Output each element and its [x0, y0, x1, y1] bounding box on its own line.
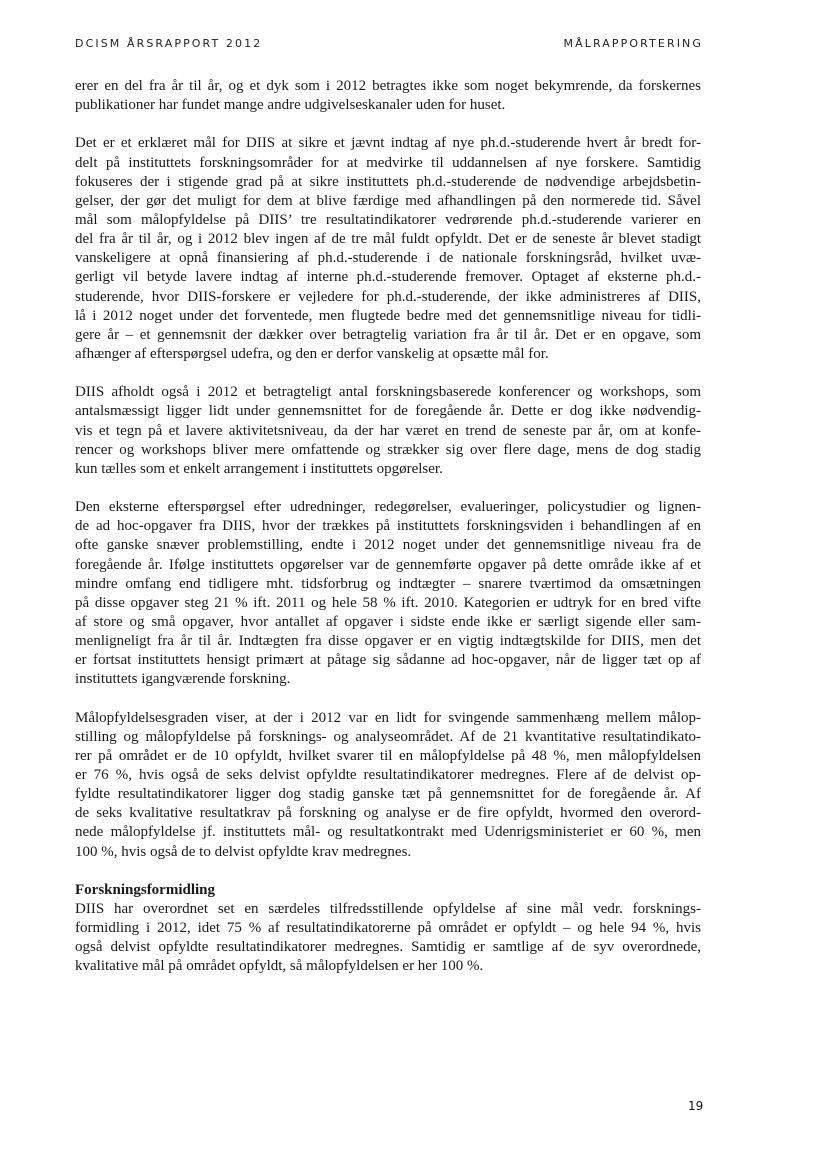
paragraph — [75, 900, 701, 977]
text-line: af store og små opgaver, hvor antallet af opgaver i sidste ende ikke er særligt sigende eller sam- — [75, 613, 701, 630]
text-line: erer en del fra år til år, og et dyk som i 2012 betragtes ikke som noget bekymrende, da forskernes — [75, 78, 701, 94]
text-line: del fra år til år, og i 2012 blev ingen af de tre mål fuldt opfyldt. Det er de seneste år blevet stadigt — [75, 231, 701, 248]
text-line: delt på instituttets forskningsområder for at medvirke til uddannelsen af nye forskere. Samtidig — [75, 154, 701, 171]
text-line: kun tælles som et enkelt arrangement i instituttets opgørelser. — [75, 460, 443, 477]
text-line: er fortsat instituttets hensigt primært at påtage sig sådanne ad hoc-opgaver, når de ligger tæt op af — [75, 652, 701, 669]
text-line: på disse opgaver steg 21 % ift. 2011 og hele 58 % ift. 2010. Kategorien er udtryk for en bred vifte — [75, 594, 701, 611]
text-line: rencer og workshops bliver mere omfattende og strækker sig over flere dage, mens de dog stadig — [75, 441, 701, 458]
text-line: vis et tegn på et lavere aktivitetsniveau, da der har været en trend de seneste par år, om at konfe- — [75, 422, 701, 439]
paragraph — [75, 77, 701, 115]
text-line: også delvist opfyldte resultatindikatorer medregnes. Samtidig er samtlige af de syv overordnede, — [75, 939, 701, 956]
text-line: studerende, hvor DIIS-forskere er vejledere for ph.d.-studerende, der ikke administreres af DIIS, — [75, 288, 701, 305]
page-number: 19 — [688, 1099, 704, 1113]
text-line: publikationer har fundet mange andre udgivelseskanaler uden for huset. — [75, 97, 506, 114]
text-line: Målopfyldelsesgraden viser, at der i 2012 var en lidt for svingende sammenhæng mellem målop- — [75, 709, 701, 726]
text-line: lå i 2012 noget under det forventede, men flugtede bedre med det gennemsnitlige niveau for tidli- — [75, 307, 701, 324]
text-line: 100 %, hvis også de to delvist opfyldte krav medregnes. — [75, 843, 412, 860]
text-line: instituttets igangværende forskning. — [75, 671, 291, 688]
text-line: vanskeligere at opnå finansiering af ph.d.-studerende i de nationale forskningsråd, hvilket uvæ- — [75, 250, 701, 267]
text-line: gerligt vil betyde lavere indtag af interne ph.d.-studerende fremover. Optaget af eksterne ph.d.- — [75, 269, 701, 286]
text-line: er 76 %, hvis også de seks delvist opfyldte resultatindikatorer medregnes. Flere af de delvist op- — [75, 767, 701, 784]
text-line: fokuseres der i stigende grad på at sikre instituttets ph.d.-studerende de nødvendige arbejdsbetin- — [75, 173, 701, 190]
text-line: menligneligt fra år til år. Indtægten fra disse opgaver er en vigtig indtægtskilde for DIIS, men det — [75, 633, 701, 650]
text-line: afhænger af efterspørgsel udefra, og den er derfor vanskelig at opsætte mål for. — [75, 345, 549, 362]
running-header — [75, 37, 701, 53]
text-line: gere år – et gennemsnit der dækker over betragtelig variation fra år til år. Det er en opgave, som — [75, 326, 701, 343]
text-line: DIIS afholdt også i 2012 et betragteligt antal forskningsbaserede konferencer og workshops, som — [75, 384, 701, 401]
text-line: foregående år. Ifølge instituttets opgørelser var de gennemførte opgaver på dette område ikke af et — [75, 556, 701, 573]
header-section-title: MÅLRAPPORTERING — [563, 37, 703, 50]
text-line: Den eksterne efterspørgsel efter udredninger, redegørelser, evalueringer, policystudier og lignen- — [75, 499, 701, 516]
text-line: de seks kvalitative resultatkrav på forskning og analyse er de fire opfyldt, hvormed den overord- — [75, 805, 701, 822]
text-line: mål som målopfyldelse på DIIS’ tre resultatindikatorer vedrørende ph.d.-studerende varierer en — [75, 211, 701, 228]
paragraph — [75, 498, 701, 689]
text-line: mindre omfang end tidligere mht. tidsforbrug og indtægter – snarere tværtimod da omsætningen — [75, 575, 701, 592]
text-line: ofte ganske snæver problemstilling, endte i 2012 noget under det gennemsnitlige niveau fra de — [75, 537, 701, 554]
text-line: Det er et erklæret mål for DIIS at sikre et jævnt indtag af nye ph.d.-studerende hvert år bredt for- — [75, 135, 701, 152]
text-line: fyldte resultatindikatorer ligger dog stadig ganske tæt på gennemsnittet for de foregående år. Af — [75, 786, 701, 803]
text-line: DIIS har overordnet set en særdeles tilfredsstillende opfyldelse af sine mål vedr. forsknings- — [75, 901, 701, 918]
section-heading: Forskningsformidling — [75, 881, 216, 898]
text-line: de ad hoc-opgaver fra DIIS, hvor der trækkes på instituttets forskningsviden i behandlingen af en — [75, 518, 701, 535]
text-line: gelser, der gør det muligt for dem at blive færdige med afhandlingen på den normerede tid. Såvel — [75, 192, 701, 209]
text-line: rer på området er de 10 opfyldt, hvilket svarer til en målopfyldelse på 48 %, men målopfyldelsen — [75, 747, 701, 764]
text-line: stilling og målopfyldelse på forsknings- og analyseområdet. Af de 21 kvantitative resultatindikato- — [75, 728, 701, 745]
paragraph — [75, 134, 701, 364]
text-line: nede målopfyldelse jf. instituttets mål- og resultatkontrakt med Udenrigsministeriet er 60 %, men — [75, 824, 701, 841]
paragraph — [75, 383, 701, 479]
header-report-title: DCISM ÅRSRAPPORT 2012 — [75, 37, 263, 50]
paragraph — [75, 709, 701, 862]
text-line: antalsmæssigt ligger lidt under gennemsnittet for de foregående år. Dette er dog ikke nødvendig- — [75, 403, 701, 420]
text-line: kvalitative mål på området opfyldt, så målopfyldelsen er her 100 %. — [75, 958, 484, 975]
text-line: formidling i 2012, idet 75 % af resultatindikatorerne på området er opfyldt – og hele 94 %, hvis — [75, 920, 701, 937]
body-text — [75, 77, 701, 977]
